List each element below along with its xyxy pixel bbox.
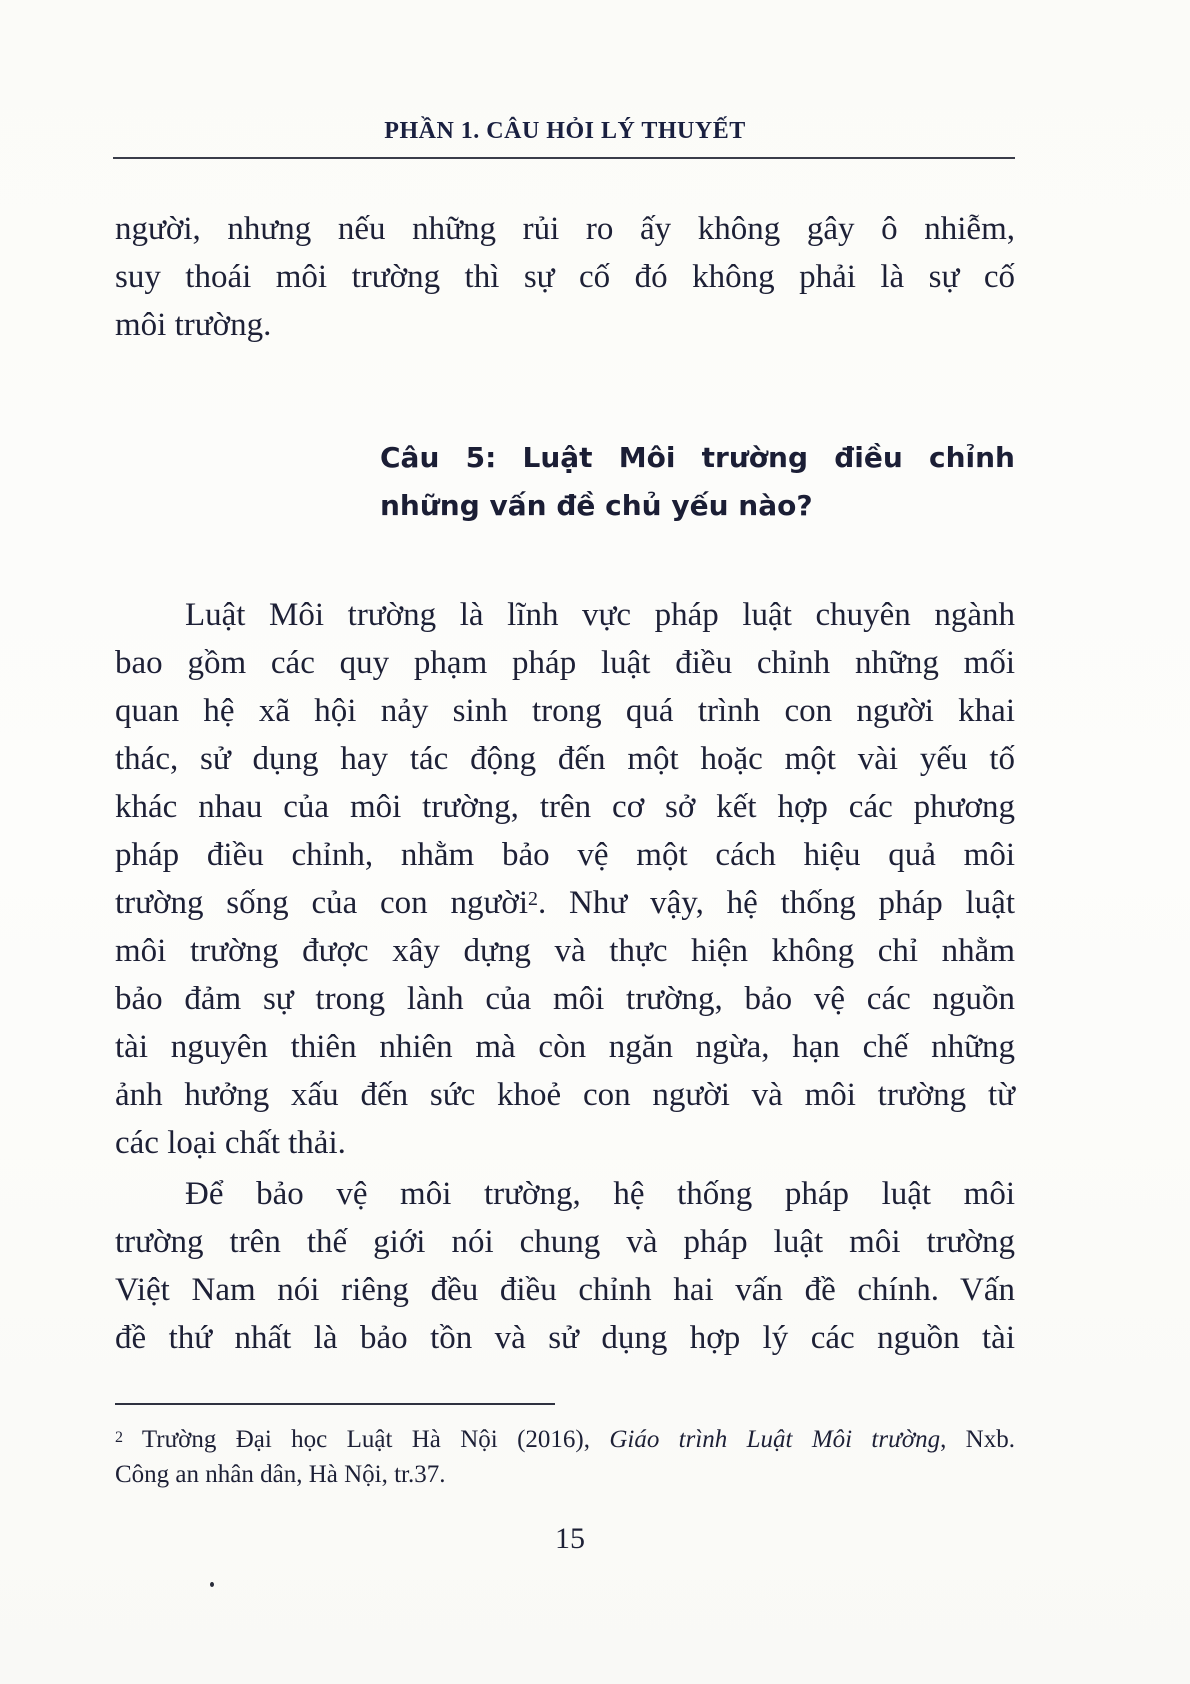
page-number: 15	[555, 1522, 585, 1555]
text-line: suy thoái môi trường thì sự cố đó không phải là sự cố	[115, 259, 1015, 295]
header-divider	[113, 157, 1015, 159]
text-line: môi trường.	[115, 307, 272, 343]
text-line: bảo đảm sự trong lành của môi trường, bảo vệ các nguồn	[115, 981, 1015, 1017]
text-line: thác, sử dụng hay tác động đến một hoặc một vài yếu tố	[115, 741, 1015, 777]
footnote-text: Trường Đại học Luật Hà Nội (2016),	[123, 1426, 610, 1453]
question-line: những vấn đề chủ yếu nào?	[380, 489, 813, 522]
text-line: Để bảo vệ môi trường, hệ thống pháp luật môi	[185, 1176, 1015, 1212]
text-line: trường trên thế giới nói chung và pháp luật môi trường	[115, 1224, 1015, 1260]
footnote-line	[115, 1422, 1015, 1457]
text-line: môi trường được xây dựng và thực hiện không chỉ nhằm	[115, 933, 1015, 969]
text-line: tài nguyên thiên nhiên mà còn ngăn ngừa, hạn chế những	[115, 1029, 1015, 1065]
print-speck	[210, 1582, 214, 1587]
footnote-reference[interactable]: 2	[528, 888, 538, 910]
text-line-with-reference	[115, 879, 1015, 927]
footnote-line: Công an nhân dân, Hà Nội, tr.37.	[115, 1461, 446, 1488]
text-line: Việt Nam nói riêng đều điều chỉnh hai vấn đề chính. Vấn	[115, 1272, 1015, 1308]
footnote	[115, 1422, 1015, 1492]
paragraph-main-issues	[115, 1170, 1015, 1362]
footnote-book-title: Giáo trình Luật Môi trường	[609, 1426, 941, 1453]
text-line: người, nhưng nếu những rủi ro ấy không gây ô nhiễm,	[115, 211, 1015, 247]
text-line: ảnh hưởng xấu đến sức khoẻ con người và môi trường từ	[115, 1077, 1015, 1113]
text-segment: trường sống của con người	[115, 885, 528, 921]
text-line: pháp điều chỉnh, nhằm bảo vệ một cách hiệu quả môi	[115, 837, 1015, 873]
text-line: các loại chất thải.	[115, 1125, 346, 1161]
text-line: quan hệ xã hội nảy sinh trong quá trình con người khai	[115, 693, 1015, 729]
footnote-marker: 2	[115, 1429, 123, 1446]
paragraph-continuation	[115, 205, 1015, 349]
text-line: đề thứ nhất là bảo tồn và sử dụng hợp lý các nguồn tài	[115, 1320, 1015, 1356]
text-line: bao gồm các quy phạm pháp luật điều chỉnh những mối	[115, 645, 1015, 681]
text-line: Luật Môi trường là lĩnh vực pháp luật chuyên ngành	[185, 597, 1015, 633]
question-line: Câu 5: Luật Môi trường điều chỉnh	[380, 441, 1015, 474]
paragraph-answer	[115, 591, 1015, 1167]
footnote-divider	[115, 1403, 555, 1405]
running-header: PHẦN 1. CÂU HỎI LÝ THUYẾT	[384, 118, 746, 144]
text-line: khác nhau của môi trường, trên cơ sở kết hợp các phương	[115, 789, 1015, 825]
question-heading	[380, 434, 1015, 530]
footnote-text: , Nxb.	[940, 1426, 1015, 1453]
text-segment: . Như vậy, hệ thống pháp luật	[538, 885, 1015, 921]
